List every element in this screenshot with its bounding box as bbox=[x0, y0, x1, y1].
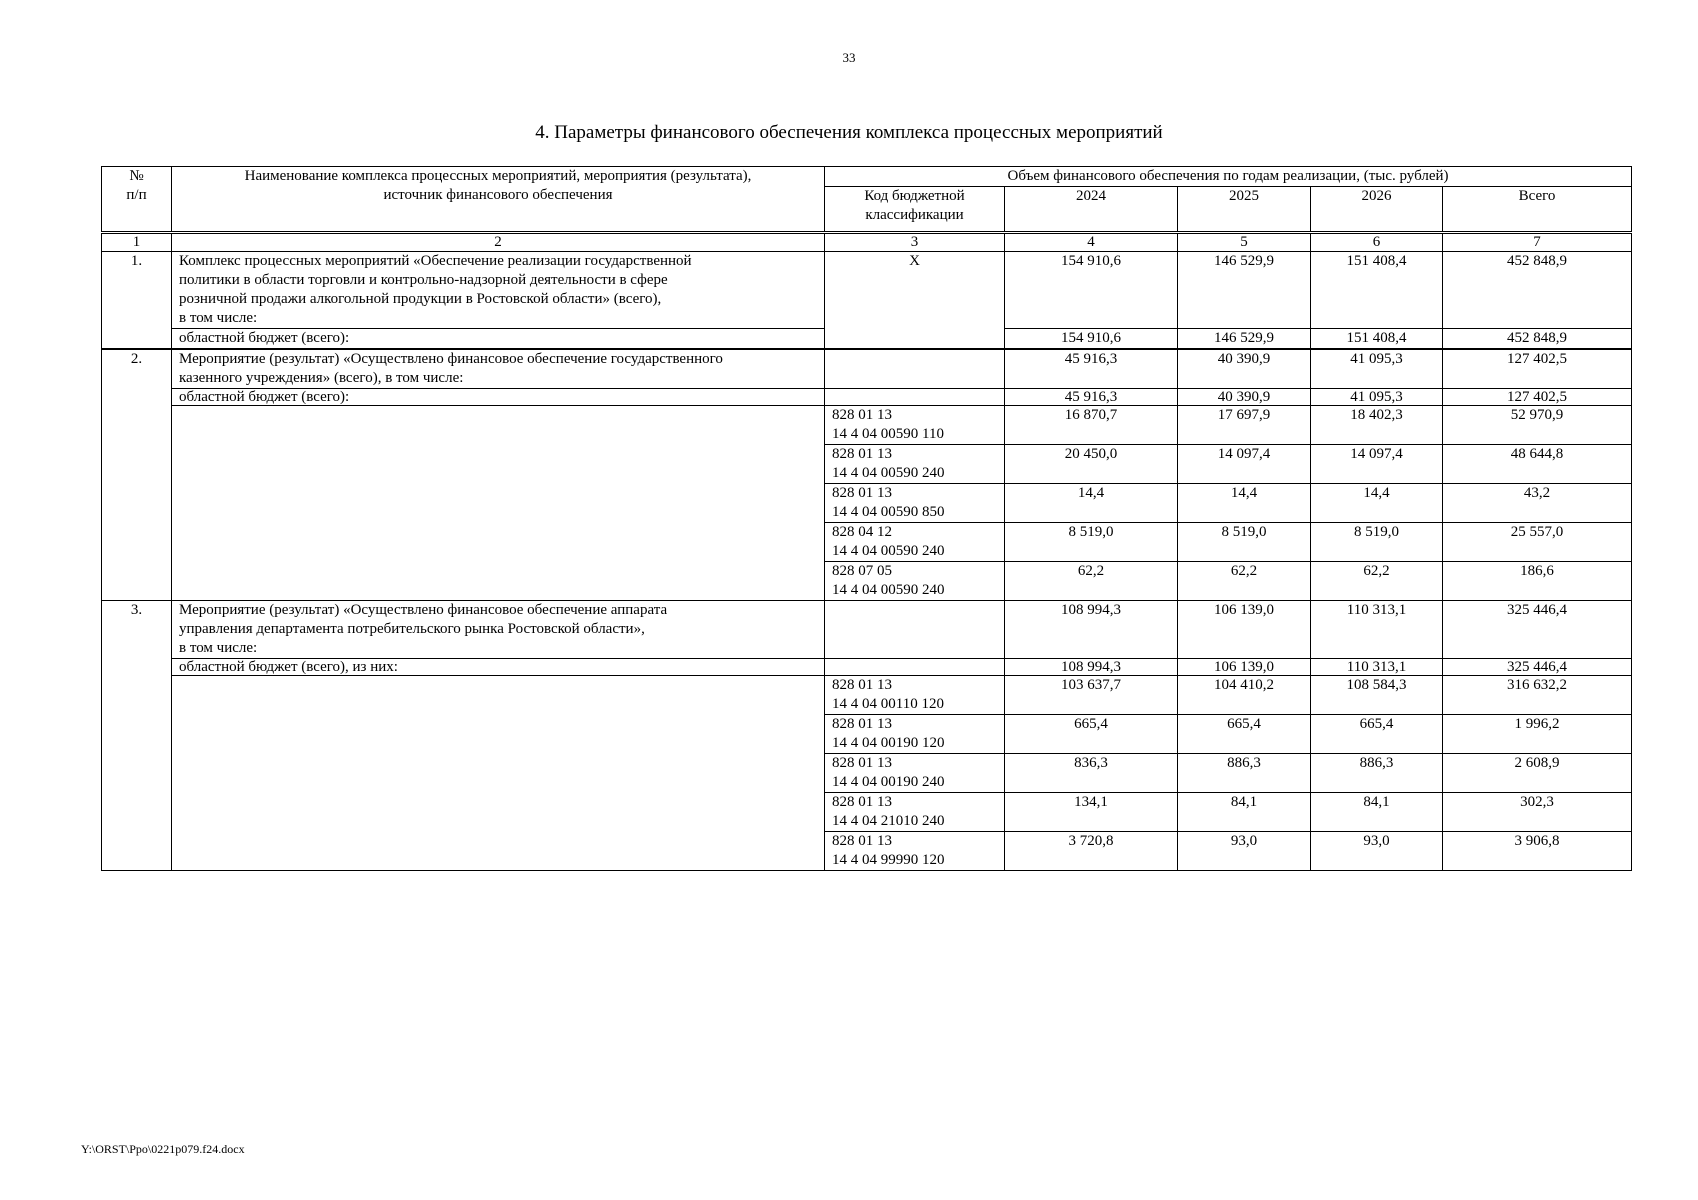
name-line: политики в области торговли и контрольно-надзорной деятельности в сфере bbox=[179, 272, 668, 288]
budget-code-line: 14 4 04 00190 120 bbox=[832, 735, 945, 751]
value-total: 2 608,9 bbox=[1443, 754, 1632, 793]
value-2024: 103 637,7 bbox=[1005, 676, 1178, 715]
budget-code-line: 828 01 13 bbox=[832, 755, 892, 771]
value-2024: 3 720,8 bbox=[1005, 832, 1178, 871]
column-index: 5 bbox=[1178, 233, 1311, 252]
section-3-budget-row bbox=[102, 659, 1632, 676]
value-total: 52 970,9 bbox=[1443, 406, 1632, 445]
value-2024: 16 870,7 bbox=[1005, 406, 1178, 445]
value-2026: 41 095,3 bbox=[1311, 389, 1443, 406]
budget-code-line: 14 4 04 00110 120 bbox=[832, 696, 944, 712]
value-2026: 110 313,1 bbox=[1311, 659, 1443, 676]
value-2024: 45 916,3 bbox=[1005, 349, 1178, 389]
section-1-row bbox=[102, 252, 1632, 329]
section-1-code: Х bbox=[825, 252, 1005, 350]
header-code-line: классификации bbox=[865, 207, 964, 223]
budget-code-line: 14 4 04 00590 850 bbox=[832, 504, 945, 520]
value-2024: 45 916,3 bbox=[1005, 389, 1178, 406]
value-2025: 8 519,0 bbox=[1178, 523, 1311, 562]
header-row bbox=[102, 167, 1632, 187]
value-2025: 14 097,4 bbox=[1178, 445, 1311, 484]
value-total: 325 446,4 bbox=[1443, 659, 1632, 676]
budget-code bbox=[825, 832, 1005, 871]
name-line: Мероприятие (результат) «Осуществлено финансовое обеспечение государственного bbox=[179, 351, 723, 367]
value-total: 48 644,8 bbox=[1443, 445, 1632, 484]
value-2025: 146 529,9 bbox=[1178, 252, 1311, 329]
budget-code-line: 828 04 12 bbox=[832, 524, 892, 540]
value-2025: 40 390,9 bbox=[1178, 349, 1311, 389]
budget-code-line: 828 07 05 bbox=[832, 563, 892, 579]
header-number-symbol: № bbox=[129, 168, 144, 184]
section-title: 4. Параметры финансового обеспечения комплекса процессных мероприятий bbox=[535, 122, 1163, 143]
budget-code-line: 14 4 04 00590 240 bbox=[832, 465, 945, 481]
budget-code bbox=[825, 445, 1005, 484]
budget-code bbox=[825, 676, 1005, 715]
budget-code bbox=[825, 562, 1005, 601]
value-2026: 151 408,4 bbox=[1311, 329, 1443, 350]
page-number: 33 bbox=[842, 50, 856, 65]
name-line: в том числе: bbox=[179, 310, 258, 326]
value-2025: 14,4 bbox=[1178, 484, 1311, 523]
value-2026: 62,2 bbox=[1311, 562, 1443, 601]
value-2024: 154 910,6 bbox=[1005, 329, 1178, 350]
value-total: 25 557,0 bbox=[1443, 523, 1632, 562]
name-line: в том числе: bbox=[179, 640, 258, 656]
budget-code-line: 14 4 04 00590 240 bbox=[832, 582, 945, 598]
value-2026: 93,0 bbox=[1311, 832, 1443, 871]
name-cell-empty bbox=[172, 406, 825, 601]
header-year-2024: 2024 bbox=[1005, 187, 1178, 233]
budget-code bbox=[825, 484, 1005, 523]
budget-code-line: 14 4 04 00590 110 bbox=[832, 426, 944, 442]
column-index: 4 bbox=[1005, 233, 1178, 252]
section-2-budget-row bbox=[102, 389, 1632, 406]
header-name-line: источник финансового обеспечения bbox=[383, 187, 613, 203]
value-total: 452 848,9 bbox=[1443, 329, 1632, 350]
budget-code-row bbox=[102, 676, 1632, 715]
value-2024: 665,4 bbox=[1005, 715, 1178, 754]
code-cell-empty bbox=[825, 601, 1005, 659]
value-2025: 84,1 bbox=[1178, 793, 1311, 832]
budget-code bbox=[825, 715, 1005, 754]
value-2026: 8 519,0 bbox=[1311, 523, 1443, 562]
budget-code-line: 828 01 13 bbox=[832, 407, 892, 423]
value-total: 302,3 bbox=[1443, 793, 1632, 832]
budget-code-line: 828 01 13 bbox=[832, 677, 892, 693]
value-2025: 665,4 bbox=[1178, 715, 1311, 754]
value-2026: 886,3 bbox=[1311, 754, 1443, 793]
value-2025: 93,0 bbox=[1178, 832, 1311, 871]
budget-code-line: 14 4 04 99990 120 bbox=[832, 852, 945, 868]
value-2025: 146 529,9 bbox=[1178, 329, 1311, 350]
row-number: 3. bbox=[102, 601, 172, 871]
header-name-cell bbox=[172, 167, 825, 233]
code-cell-empty bbox=[825, 349, 1005, 389]
code-cell-empty bbox=[825, 389, 1005, 406]
value-total: 186,6 bbox=[1443, 562, 1632, 601]
value-2025: 40 390,9 bbox=[1178, 389, 1311, 406]
column-index: 2 bbox=[172, 233, 825, 252]
header-name-line: Наименование комплекса процессных мероприятий, мероприятия (результата), bbox=[244, 168, 752, 184]
name-line: Комплекс процессных мероприятий «Обеспечение реализации государственной bbox=[179, 253, 692, 269]
value-2025: 106 139,0 bbox=[1178, 601, 1311, 659]
value-2025: 886,3 bbox=[1178, 754, 1311, 793]
value-2026: 665,4 bbox=[1311, 715, 1443, 754]
value-2024: 14,4 bbox=[1005, 484, 1178, 523]
section-3-name bbox=[172, 601, 825, 659]
budget-code-line: 828 01 13 bbox=[832, 833, 892, 849]
value-2024: 134,1 bbox=[1005, 793, 1178, 832]
budget-code-line: 828 01 13 bbox=[832, 716, 892, 732]
value-2026: 108 584,3 bbox=[1311, 676, 1443, 715]
section-2-name bbox=[172, 349, 825, 389]
value-total: 43,2 bbox=[1443, 484, 1632, 523]
value-total: 325 446,4 bbox=[1443, 601, 1632, 659]
header-code-line: Код бюджетной bbox=[864, 188, 965, 204]
value-2024: 154 910,6 bbox=[1005, 252, 1178, 329]
section-2-row bbox=[102, 349, 1632, 389]
budget-source-label: областной бюджет (всего): bbox=[172, 389, 825, 406]
value-2024: 108 994,3 bbox=[1005, 601, 1178, 659]
value-total: 127 402,5 bbox=[1443, 389, 1632, 406]
budget-code-line: 14 4 04 00190 240 bbox=[832, 774, 945, 790]
row-number: 2. bbox=[102, 349, 172, 601]
column-index: 6 bbox=[1311, 233, 1443, 252]
value-total: 452 848,9 bbox=[1443, 252, 1632, 329]
header-year-2025: 2025 bbox=[1178, 187, 1311, 233]
budget-code bbox=[825, 793, 1005, 832]
header-number-label: п/п bbox=[126, 187, 147, 203]
value-2025: 104 410,2 bbox=[1178, 676, 1311, 715]
value-2024: 836,3 bbox=[1005, 754, 1178, 793]
header-total: Всего bbox=[1443, 187, 1632, 233]
value-2026: 18 402,3 bbox=[1311, 406, 1443, 445]
value-2024: 108 994,3 bbox=[1005, 659, 1178, 676]
budget-source-label: областной бюджет (всего), из них: bbox=[172, 659, 825, 676]
value-total: 1 996,2 bbox=[1443, 715, 1632, 754]
value-2026: 151 408,4 bbox=[1311, 252, 1443, 329]
header-volume-cell: Объем финансового обеспечения по годам реализации, (тыс. рублей) bbox=[825, 167, 1632, 187]
value-2025: 17 697,9 bbox=[1178, 406, 1311, 445]
value-2026: 14,4 bbox=[1311, 484, 1443, 523]
financing-table bbox=[101, 166, 1632, 871]
name-line: Мероприятие (результат) «Осуществлено финансовое обеспечение аппарата bbox=[179, 602, 668, 618]
budget-code-row bbox=[102, 406, 1632, 445]
value-2026: 110 313,1 bbox=[1311, 601, 1443, 659]
value-2024: 62,2 bbox=[1005, 562, 1178, 601]
budget-code bbox=[825, 523, 1005, 562]
name-line: розничной продажи алкогольной продукции в Ростовской области» (всего), bbox=[179, 291, 662, 307]
column-index: 7 bbox=[1443, 233, 1632, 252]
header-code-cell bbox=[825, 187, 1005, 233]
column-index-row bbox=[102, 233, 1632, 252]
value-total: 3 906,8 bbox=[1443, 832, 1632, 871]
value-2025: 62,2 bbox=[1178, 562, 1311, 601]
header-number-cell bbox=[102, 167, 172, 233]
budget-code-line: 828 01 13 bbox=[832, 485, 892, 501]
budget-code-line: 828 01 13 bbox=[832, 794, 892, 810]
column-index: 3 bbox=[825, 233, 1005, 252]
budget-code-line: 14 4 04 21010 240 bbox=[832, 813, 945, 829]
section-1-name bbox=[172, 252, 825, 329]
code-cell-empty bbox=[825, 659, 1005, 676]
value-2024: 8 519,0 bbox=[1005, 523, 1178, 562]
footer-file-path: Y:\ORST\Ppo\0221p079.f24.docx bbox=[81, 1142, 245, 1156]
budget-code-line: 14 4 04 00590 240 bbox=[832, 543, 945, 559]
name-line: казенного учреждения» (всего), в том числе: bbox=[179, 370, 464, 386]
name-line: управления департамента потребительского рынка Ростовской области», bbox=[179, 621, 645, 637]
name-cell-empty bbox=[172, 676, 825, 871]
section-3-row bbox=[102, 601, 1632, 659]
column-index: 1 bbox=[102, 233, 172, 252]
value-2026: 14 097,4 bbox=[1311, 445, 1443, 484]
value-total: 316 632,2 bbox=[1443, 676, 1632, 715]
value-2025: 106 139,0 bbox=[1178, 659, 1311, 676]
value-total: 127 402,5 bbox=[1443, 349, 1632, 389]
row-number: 1. bbox=[102, 252, 172, 350]
value-2026: 84,1 bbox=[1311, 793, 1443, 832]
budget-code bbox=[825, 406, 1005, 445]
header-year-2026: 2026 bbox=[1311, 187, 1443, 233]
budget-code bbox=[825, 754, 1005, 793]
budget-code-line: 828 01 13 bbox=[832, 446, 892, 462]
value-2026: 41 095,3 bbox=[1311, 349, 1443, 389]
budget-source-label: областной бюджет (всего): bbox=[172, 329, 825, 350]
value-2024: 20 450,0 bbox=[1005, 445, 1178, 484]
